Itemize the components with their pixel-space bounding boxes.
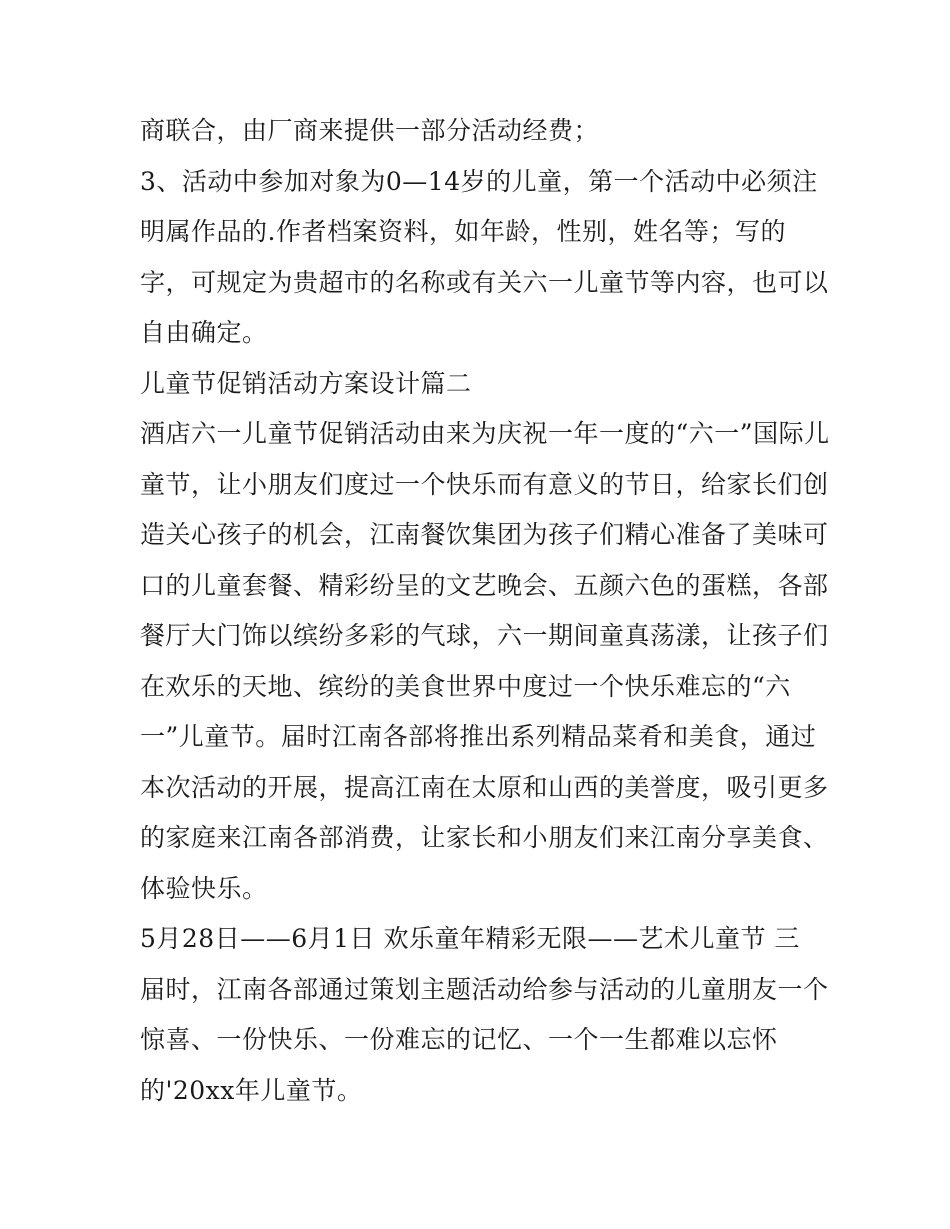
text-line: 在欢乐的天地、缤纷的美食世界中度过一个快乐难忘的“六 [140,671,791,701]
text-line: 惊喜、一份快乐、一份难忘的记忆、一个一生都难以忘怀 [140,1025,778,1054]
section-heading: 儿童节促销活动方案设计篇二 [140,368,472,398]
text-line: 届时，江南各部通过策划主题活动给参与活动的儿童朋友一个 [140,974,829,1004]
text-line: 3、活动中参加对象为0—14岁的儿童，第一个活动中必须注 [140,166,818,196]
text-line: 商联合，由厂商来提供一部分活动经费； [140,116,600,145]
text-line: 的家庭来江南各部消费，让家长和小朋友们来江南分享美食、 [140,823,829,852]
text-line: 酒店六一儿童节促销活动由来为庆祝一年一度的“六一”国际儿 [140,419,830,448]
text-line: 5月28日——6月1日 欢乐童年精彩无限——艺术儿童节 三 [140,924,800,953]
text-line: 字，可规定为贵超市的名称或有关六一儿童节等内容，也可以 [140,267,829,297]
text-line: 本次活动的开展，提高江南在太原和山西的美誉度，吸引更多 [140,772,829,802]
text-line: 一”儿童节。届时江南各部将推出系列精品菜肴和美食，通过 [140,722,817,751]
text-line: 餐厅大门饰以缤纷多彩的气球，六一期间童真荡漾，让孩子们 [140,621,829,650]
text-line: 造关心孩子的机会，江南餐饮集团为孩子们精心准备了美味可 [140,520,829,549]
text-line: 体验快乐。 [140,873,268,903]
text-line: 明属作品的.作者档案资料，如年龄，性别，姓名等；写的 [140,217,786,246]
text-line: 口的儿童套餐、精彩纷呈的文艺晚会、五颜六色的蛋糕，各部 [140,570,829,600]
text-line: 自由确定。 [140,318,268,347]
text-line: 童节，让小朋友们度过一个快乐而有意义的节日，给家长们创 [140,469,829,499]
document-body [140,106,830,1116]
text-line: 的'20xx年儿童节。 [140,1075,363,1105]
